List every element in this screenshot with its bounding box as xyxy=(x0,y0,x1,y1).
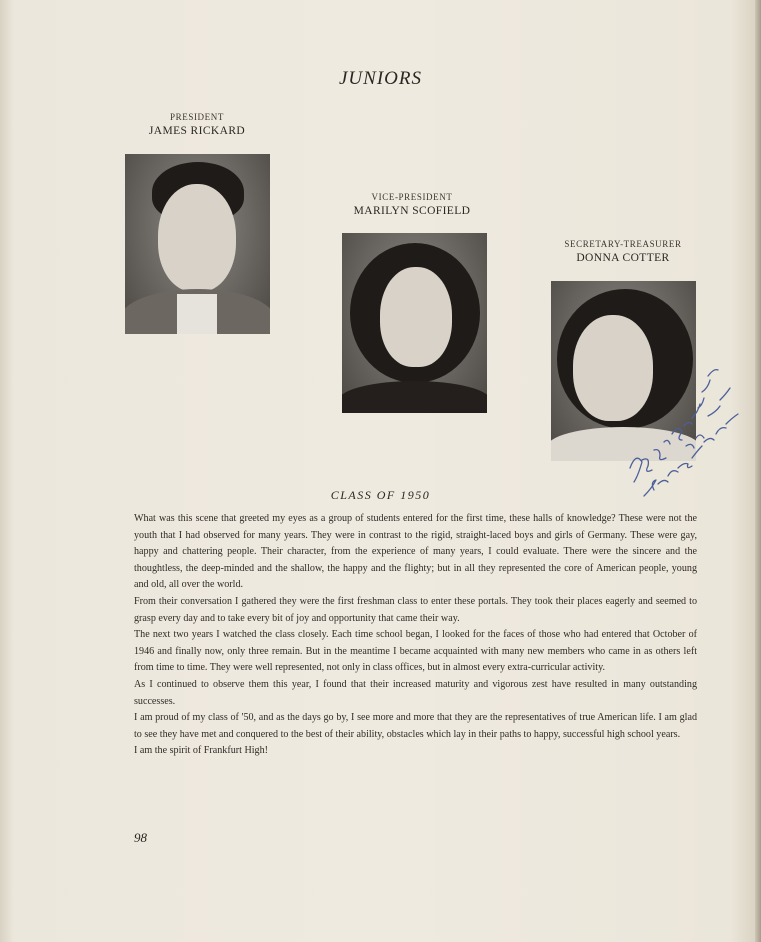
officer-vice-president xyxy=(332,192,492,217)
photo-marilyn-scofield xyxy=(342,233,487,413)
officer-president xyxy=(117,112,277,137)
essay-paragraph: From their conversation I gathered they were the first freshman class to enter these portals. They took their places eagerly and seemed to grasp every day and to take every bit of joy and opportunity that came their way. xyxy=(134,595,697,624)
essay-paragraph: I am proud of my class of '50, and as the days go by, I see more and more that they are the representatives of true American life. I am glad to see they have met and conquered to the best of their ability, obstacles which lay in their paths to happy, successful high school years. xyxy=(134,712,697,740)
officer-role: VICE-PRESIDENT xyxy=(371,192,453,202)
photo-james-rickard xyxy=(125,154,270,334)
officer-secretary-treasurer xyxy=(543,239,703,264)
section-heading: CLASS OF 1950 xyxy=(330,488,431,502)
handwritten-signature xyxy=(612,338,761,508)
officer-role: SECRETARY-TREASURER xyxy=(564,239,682,249)
essay-paragraph: I am the spirit of Frankfurt High! xyxy=(134,745,268,757)
page-number: 98 xyxy=(134,830,147,845)
officer-name: JAMES RICKARD xyxy=(148,125,246,137)
officer-name: MARILYN SCOFIELD xyxy=(353,205,471,217)
page-title: JUNIORS xyxy=(339,68,422,89)
class-essay xyxy=(134,511,697,760)
essay-paragraph: What was this scene that greeted my eyes as a group of students entered for the first time, these halls of knowledge? These were not the youth that I had observed for many years. They were in contrast to the rigid, straight-laced boys and girls of Germany. These were gay, happy and chattering people. Their character, from the experience of many years, I could evaluate. There were the sincere and the thoughtless, the deep-minded and the shallow, the happy and the flighty; but in all they represented the core of American people, young and old, all over the world. xyxy=(134,513,697,591)
essay-paragraph: As I continued to observe them this year, I found that their increased maturity and vigorous zest have resulted in many outstanding successes. xyxy=(134,678,697,707)
essay-paragraph: The next two years I watched the class closely. Each time school began, I looked for the faces of those who had entered that October of 1946 and finally now, only three remain. But in the meantime I became acquainted with many new members who came in as others left from time to time. They were well represented, not only in class offices, but in almost every extra-curricular activity. xyxy=(134,629,697,674)
officer-role: PRESIDENT xyxy=(170,112,224,122)
officer-name: DONNA COTTER xyxy=(576,252,670,264)
